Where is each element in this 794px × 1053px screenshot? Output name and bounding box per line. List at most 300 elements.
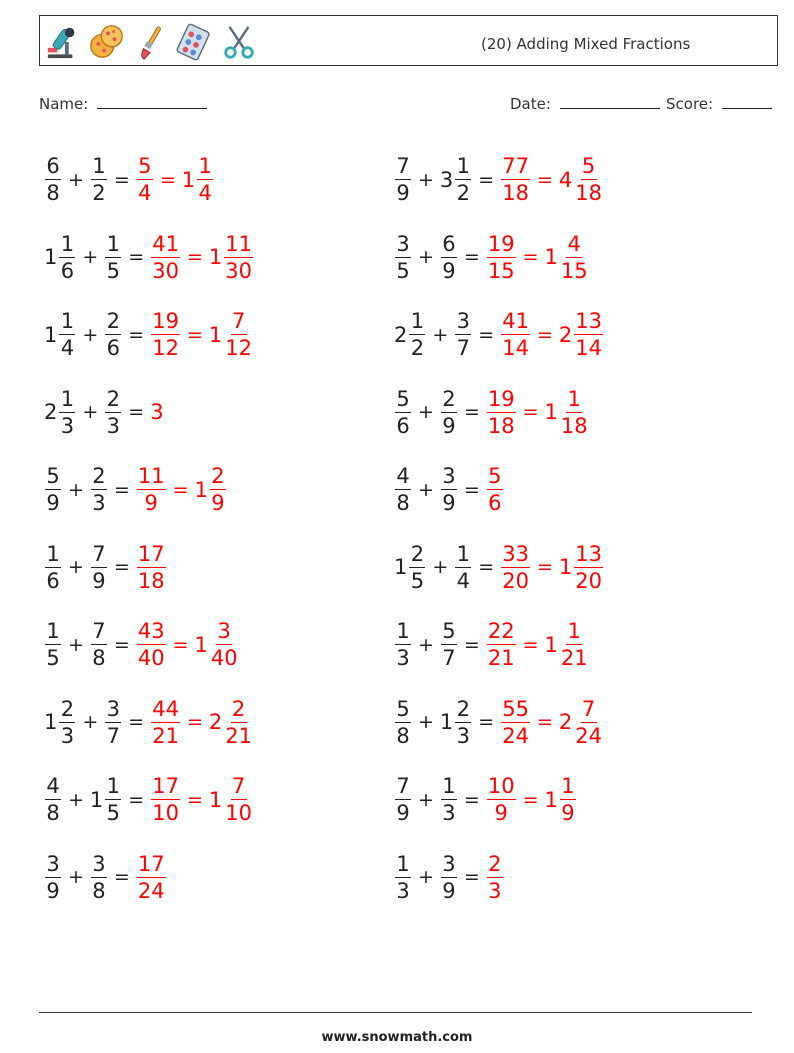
mixed-number xyxy=(136,541,167,593)
mixed-number xyxy=(486,851,504,903)
problem-expression xyxy=(394,696,604,748)
numerator: 19 xyxy=(152,309,179,333)
equals-sign: = xyxy=(536,556,553,578)
plus-sign: + xyxy=(418,168,434,191)
plus-sign: + xyxy=(418,866,434,888)
mixed-number xyxy=(559,311,604,359)
answer xyxy=(136,621,240,669)
fraction xyxy=(59,311,75,359)
problem-row xyxy=(394,765,577,835)
answer xyxy=(486,466,504,514)
plus-sign: + xyxy=(68,556,84,578)
mixed-number xyxy=(394,156,412,204)
mixed-number xyxy=(195,621,240,669)
denominator: 2 xyxy=(456,181,470,205)
whole-part: 4 xyxy=(558,167,573,192)
mixed-number xyxy=(394,541,426,593)
denominator: 6 xyxy=(106,336,120,360)
problem-expression xyxy=(44,231,254,283)
fraction xyxy=(455,311,471,359)
denominator: 24 xyxy=(137,878,165,903)
mixed-number xyxy=(44,311,76,359)
fraction xyxy=(395,231,411,283)
problem-expression xyxy=(44,311,254,359)
fraction xyxy=(395,621,411,669)
fraction xyxy=(137,156,153,204)
denominator: 6 xyxy=(60,258,75,283)
fraction xyxy=(151,696,180,748)
denominator: 18 xyxy=(575,181,602,205)
whole-part: 1 xyxy=(208,245,223,269)
equals-sign: = xyxy=(128,711,145,733)
whole-part: 1 xyxy=(439,710,454,734)
fraction xyxy=(487,466,503,514)
fraction xyxy=(455,541,471,593)
denominator: 20 xyxy=(502,568,529,593)
numerator: 7 xyxy=(396,154,410,178)
fraction xyxy=(441,621,457,669)
plus-sign: + xyxy=(68,478,84,501)
problem-expression xyxy=(44,156,214,204)
fraction xyxy=(560,386,589,438)
numerator: 1 xyxy=(106,774,120,798)
mixed-number xyxy=(545,621,590,669)
numerator: 7 xyxy=(396,774,410,798)
numerator: 5 xyxy=(396,386,410,411)
mixed-number xyxy=(44,696,76,748)
denominator: 4 xyxy=(198,181,212,205)
problem-row xyxy=(394,378,590,448)
mixed-number xyxy=(208,231,254,283)
denominator: 14 xyxy=(575,336,602,360)
problem-row xyxy=(44,378,164,448)
whole-part: 1 xyxy=(208,322,223,347)
denominator: 30 xyxy=(225,258,252,283)
fraction xyxy=(151,311,180,359)
fraction xyxy=(487,776,516,824)
mixed-number xyxy=(486,621,517,669)
fraction xyxy=(455,696,471,748)
mixed-number xyxy=(208,696,254,748)
numerator: 1 xyxy=(106,231,120,256)
answer xyxy=(486,231,590,283)
fraction xyxy=(224,311,253,359)
plus-sign: + xyxy=(68,788,84,811)
fraction xyxy=(441,386,457,438)
fraction xyxy=(137,621,166,669)
mixed-number xyxy=(44,156,62,204)
whole-part: 1 xyxy=(44,710,58,734)
problem-row xyxy=(44,145,214,215)
mixed-number xyxy=(544,386,590,438)
problem-expression xyxy=(394,311,604,359)
mixed-number xyxy=(394,311,426,359)
equals-sign: = xyxy=(172,633,189,656)
fraction xyxy=(59,386,75,438)
equals-sign: = xyxy=(128,246,145,268)
mixed-number xyxy=(150,311,181,359)
fraction xyxy=(560,231,589,283)
equals-sign: = xyxy=(522,633,539,656)
whole-part: 1 xyxy=(394,555,408,579)
numerator: 5 xyxy=(138,154,152,178)
fraction xyxy=(210,621,239,669)
fraction xyxy=(395,386,411,438)
numerator: 2 xyxy=(442,386,456,411)
mixed-number xyxy=(486,466,504,514)
fraction xyxy=(395,776,411,824)
numerator: 1 xyxy=(396,851,410,876)
denominator: 5 xyxy=(46,646,60,670)
footer-divider xyxy=(39,1012,752,1013)
mixed-number xyxy=(559,156,604,204)
mixed-number xyxy=(44,231,76,283)
numerator: 3 xyxy=(396,231,410,256)
numerator: 1 xyxy=(442,774,456,798)
denominator: 3 xyxy=(456,723,470,748)
denominator: 10 xyxy=(152,801,179,825)
numerator: 19 xyxy=(487,231,515,256)
denominator: 21 xyxy=(487,646,515,670)
mixed-number xyxy=(90,541,108,593)
fraction xyxy=(105,696,121,748)
denominator: 7 xyxy=(456,336,470,360)
denominator: 9 xyxy=(396,181,410,205)
mixed-number xyxy=(209,311,254,359)
fraction xyxy=(409,311,425,359)
mixed-number xyxy=(394,466,412,514)
answer xyxy=(136,851,167,903)
plus-sign: + xyxy=(432,323,449,346)
equals-sign: = xyxy=(522,788,539,811)
problem-expression xyxy=(44,386,164,438)
denominator: 3 xyxy=(60,723,75,748)
problem-expression xyxy=(44,621,240,669)
numerator: 2 xyxy=(60,696,75,721)
answer xyxy=(486,851,504,903)
numerator: 5 xyxy=(442,619,456,643)
whole-part: 1 xyxy=(89,787,104,812)
denominator: 10 xyxy=(225,801,252,825)
fraction xyxy=(45,466,61,514)
numerator: 19 xyxy=(487,386,515,411)
plus-sign: + xyxy=(68,168,84,191)
numerator: 33 xyxy=(502,541,529,566)
mixed-number xyxy=(500,156,531,204)
numerator: 2 xyxy=(92,464,106,488)
fraction xyxy=(91,541,107,593)
whole-part: 1 xyxy=(558,555,573,579)
problem-expression xyxy=(394,156,604,204)
fraction xyxy=(210,466,226,514)
mixed-number xyxy=(440,776,458,824)
mixed-number xyxy=(150,696,181,748)
plus-sign: + xyxy=(432,556,449,578)
mixed-number xyxy=(195,466,227,514)
answer xyxy=(486,386,590,438)
equals-sign: = xyxy=(186,323,203,346)
problem-row xyxy=(44,455,227,525)
mixed-number xyxy=(454,541,472,593)
numerator: 3 xyxy=(442,851,456,876)
fraction xyxy=(151,231,180,283)
denominator: 9 xyxy=(494,801,508,825)
whole-part: 1 xyxy=(194,632,208,657)
numerator: 7 xyxy=(231,309,246,333)
numerator: 6 xyxy=(442,231,456,256)
numerator: 43 xyxy=(137,619,165,643)
mixed-number xyxy=(394,231,412,283)
denominator: 12 xyxy=(225,336,252,360)
denominator: 8 xyxy=(396,723,410,748)
score-blank[interactable] xyxy=(722,94,772,109)
plus-sign: + xyxy=(82,711,99,733)
problem-expression xyxy=(44,696,254,748)
fraction xyxy=(105,311,121,359)
denominator: 9 xyxy=(144,491,158,515)
fraction xyxy=(501,156,530,204)
mixed-number xyxy=(150,776,181,824)
problem-row xyxy=(394,455,504,525)
numerator: 11 xyxy=(225,231,252,256)
denominator: 12 xyxy=(152,336,179,360)
numerator: 4 xyxy=(396,464,410,488)
mixed-number xyxy=(104,696,122,748)
whole-part: 2 xyxy=(558,710,573,734)
numerator: 1 xyxy=(456,154,470,178)
numerator: 6 xyxy=(46,154,60,178)
cookie-icon xyxy=(88,22,126,62)
score-field xyxy=(666,94,772,113)
numerator: 17 xyxy=(137,541,165,566)
fraction xyxy=(487,386,516,438)
denominator: 5 xyxy=(410,568,425,593)
plus-sign: + xyxy=(418,478,434,501)
whole-part: 3 xyxy=(439,167,454,192)
equals-sign: = xyxy=(463,246,480,268)
numerator: 41 xyxy=(152,231,179,256)
numerator: 1 xyxy=(410,309,425,333)
worksheet-title: (20) Adding Mixed Fractions xyxy=(481,35,691,53)
fraction xyxy=(105,776,121,824)
fraction xyxy=(105,386,121,438)
denominator: 3 xyxy=(396,878,410,903)
denominator: 18 xyxy=(137,568,165,593)
denominator: 2 xyxy=(410,336,425,360)
numerator: 11 xyxy=(137,464,165,488)
fraction xyxy=(560,776,576,824)
equals-sign: = xyxy=(113,633,130,656)
mixed-number xyxy=(44,466,62,514)
equals-sign: = xyxy=(128,788,145,811)
equals-sign: = xyxy=(522,401,539,423)
problem-expression xyxy=(44,541,167,593)
equals-sign: = xyxy=(186,788,203,811)
problem-expression xyxy=(394,231,590,283)
problem-expression xyxy=(394,466,504,514)
equals-sign: = xyxy=(536,323,553,346)
problem-row xyxy=(44,688,254,758)
denominator: 3 xyxy=(488,878,502,903)
mixed-number xyxy=(486,231,517,283)
date-blank[interactable] xyxy=(560,94,660,109)
fraction xyxy=(59,231,75,283)
plus-sign: + xyxy=(68,633,84,656)
mixed-number xyxy=(44,851,62,903)
whole-part: 1 xyxy=(44,245,58,269)
answer xyxy=(136,541,167,593)
mixed-number xyxy=(136,851,167,903)
mixed-number xyxy=(44,621,62,669)
numerator: 13 xyxy=(575,541,602,566)
problem-row xyxy=(394,145,604,215)
numerator: 1 xyxy=(396,619,410,643)
fraction xyxy=(105,231,121,283)
equals-sign: = xyxy=(536,711,553,733)
fraction xyxy=(574,541,603,593)
denominator: 5 xyxy=(396,258,410,283)
numerator: 2 xyxy=(106,386,120,411)
numerator: 22 xyxy=(487,619,515,643)
numerator: 44 xyxy=(152,696,179,721)
mixed-number xyxy=(44,386,76,438)
denominator: 18 xyxy=(487,413,515,438)
fraction xyxy=(441,776,457,824)
problem-row xyxy=(44,765,254,835)
equals-sign: = xyxy=(113,866,130,888)
numerator: 1 xyxy=(60,309,75,333)
numerator: 2 xyxy=(456,696,470,721)
mixed-number xyxy=(486,776,517,824)
mixed-number xyxy=(394,621,412,669)
whole-part: 1 xyxy=(544,400,558,424)
denominator: 20 xyxy=(575,568,602,593)
mixed-number xyxy=(500,541,531,593)
mixed-number xyxy=(394,386,412,438)
problem-expression xyxy=(394,851,504,903)
denominator: 21 xyxy=(152,723,179,748)
mixed-number xyxy=(440,466,458,514)
numerator: 3 xyxy=(46,851,60,876)
denominator: 3 xyxy=(92,491,106,515)
numerator: 1 xyxy=(92,154,106,178)
plus-sign: + xyxy=(82,246,99,268)
problem-row xyxy=(44,300,254,370)
fraction xyxy=(395,851,411,903)
numerator: 3 xyxy=(92,851,106,876)
mixed-number xyxy=(440,231,458,283)
denominator: 8 xyxy=(92,646,106,670)
answer xyxy=(486,776,577,824)
numerator: 5 xyxy=(581,154,596,178)
denominator: 5 xyxy=(106,258,120,283)
answer xyxy=(150,231,254,283)
whole-part: 1 xyxy=(208,787,223,812)
fraction xyxy=(501,696,530,748)
denominator: 9 xyxy=(442,413,456,438)
plus-sign: + xyxy=(82,401,99,423)
fraction xyxy=(91,621,107,669)
problem-row xyxy=(394,533,604,603)
mixed-number xyxy=(545,776,577,824)
fraction xyxy=(224,696,253,748)
denominator: 8 xyxy=(46,181,60,205)
plus-sign: + xyxy=(418,633,434,656)
fraction xyxy=(224,776,253,824)
problem-expression xyxy=(44,776,254,824)
whole-part: 1 xyxy=(181,167,196,192)
denominator: 4 xyxy=(60,336,75,360)
denominator: 4 xyxy=(138,181,152,205)
mixed-number xyxy=(394,851,412,903)
numerator: 77 xyxy=(502,154,529,178)
denominator: 9 xyxy=(211,491,225,515)
plus-sign: + xyxy=(68,866,84,888)
paintbrush-icon xyxy=(132,22,170,62)
whole-part: 1 xyxy=(544,787,558,812)
numerator: 5 xyxy=(396,696,410,721)
fraction xyxy=(224,231,253,283)
equals-sign: = xyxy=(463,788,480,811)
whole-part: 1 xyxy=(544,632,558,657)
problem-row xyxy=(394,223,590,293)
denominator: 6 xyxy=(46,568,60,593)
numerator: 1 xyxy=(46,541,60,566)
fraction xyxy=(574,311,603,359)
denominator: 8 xyxy=(92,878,106,903)
numerator: 1 xyxy=(561,774,575,798)
fraction xyxy=(45,621,61,669)
equals-sign: = xyxy=(478,556,495,578)
fraction xyxy=(441,851,457,903)
denominator: 7 xyxy=(106,723,120,748)
date-label: Date: xyxy=(510,95,551,113)
pill-blister-icon xyxy=(176,22,214,62)
denominator: 24 xyxy=(502,723,529,748)
denominator: 7 xyxy=(442,646,456,670)
plus-sign: + xyxy=(418,788,434,811)
plus-sign: + xyxy=(418,246,434,268)
mixed-number xyxy=(440,156,472,204)
fraction xyxy=(395,156,411,204)
equals-sign: = xyxy=(128,401,145,423)
mixed-number xyxy=(136,156,154,204)
denominator: 24 xyxy=(575,723,602,748)
fraction xyxy=(91,156,107,204)
numerator: 7 xyxy=(92,541,106,566)
equals-sign: = xyxy=(478,168,495,191)
numerator: 1 xyxy=(456,541,470,566)
numerator: 2 xyxy=(106,309,120,333)
equals-sign: = xyxy=(463,478,480,501)
fraction xyxy=(45,541,61,593)
fraction xyxy=(501,541,530,593)
numerator: 2 xyxy=(231,696,246,721)
numerator: 55 xyxy=(502,696,529,721)
mixed-number xyxy=(558,541,604,593)
fraction xyxy=(91,466,107,514)
mixed-number xyxy=(500,311,531,359)
denominator: 6 xyxy=(488,491,502,515)
numerator: 5 xyxy=(488,464,502,488)
equals-sign: = xyxy=(113,478,130,501)
fraction xyxy=(45,776,61,824)
mixed-number xyxy=(440,851,458,903)
denominator: 9 xyxy=(92,568,106,593)
answer xyxy=(500,696,604,748)
denominator: 4 xyxy=(456,568,470,593)
name-blank[interactable] xyxy=(97,94,207,109)
